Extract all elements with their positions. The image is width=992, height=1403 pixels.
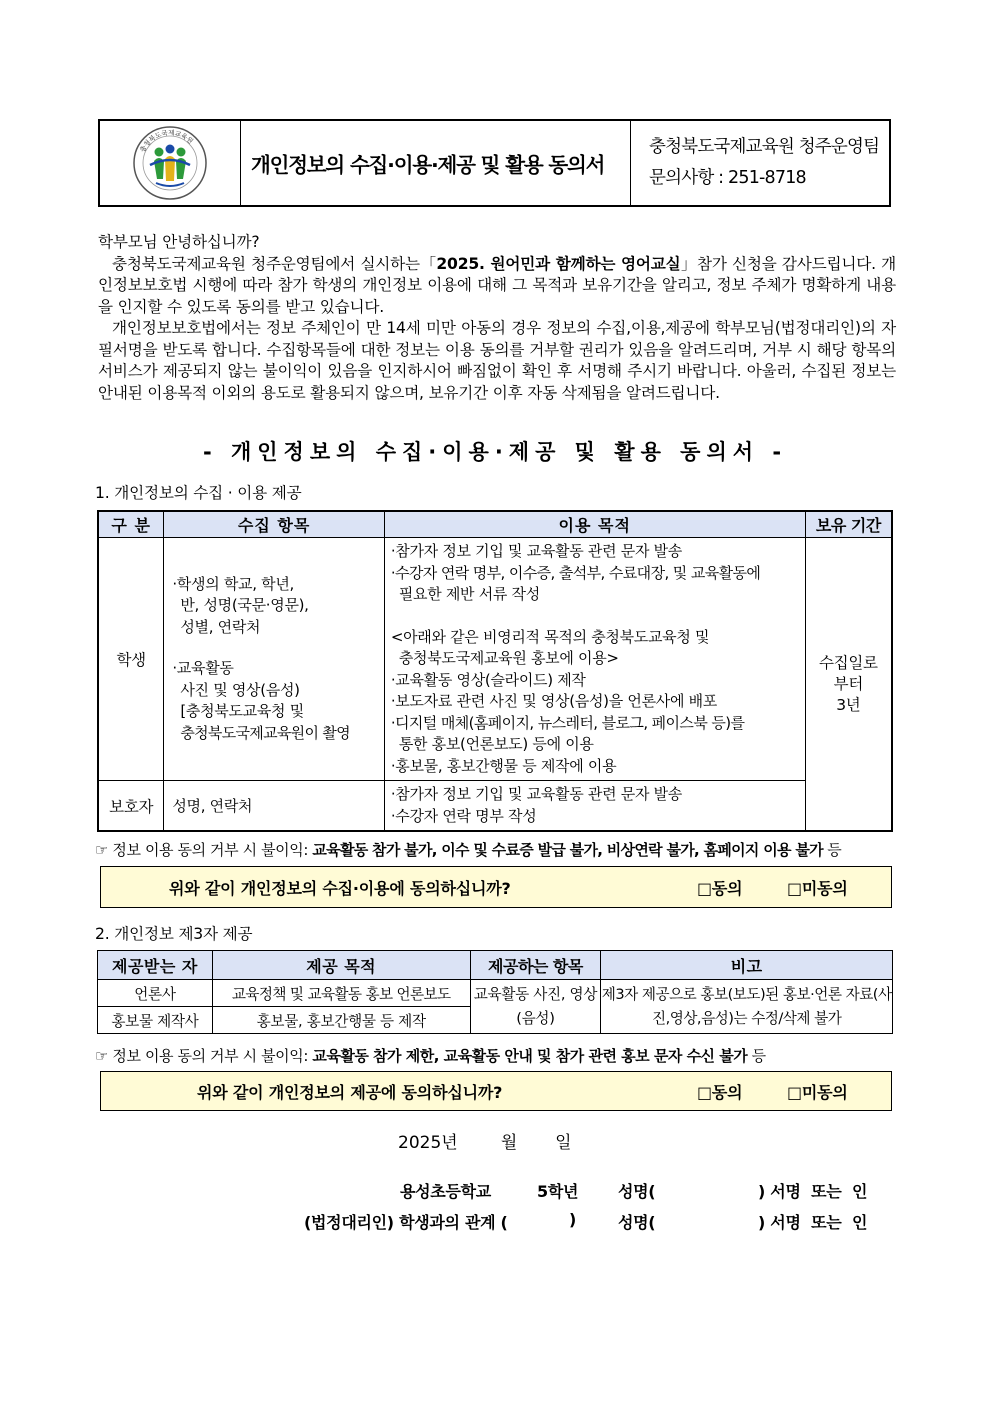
list-item: ·홍보물, 홍보간행물 등 제작에 이용 [390, 756, 617, 775]
contact-number: 문의사항 : 251-8718 [649, 168, 806, 188]
greeting: 학부모님 안녕하십니까? [98, 233, 260, 251]
agree-checkbox-2[interactable]: □동의 [697, 1082, 743, 1102]
section-main-title: - 개인정보의 수집·이용·제공 및 활용 동의서 - [202, 440, 788, 464]
guardian-relation-label: (법정대리인) 학생과의 관계 ( [304, 1213, 508, 1232]
disagree-checkbox-1[interactable]: □미동의 [787, 878, 848, 898]
parent-purposes [384, 781, 805, 832]
third-party-table [97, 950, 893, 1034]
svg-text:충청북도국제교육원: 충청북도국제교육원 [138, 128, 195, 154]
list-item: 필요한 제반 서류 작성 [398, 585, 540, 603]
list-item: ·수강자 연락 명부, 이수증, 출석부, 수료대장, 및 교육활동에 [390, 563, 761, 582]
table-row-parent [98, 781, 892, 832]
list-item: ·참가자 정보 기입 및 교육활동 관련 문자 발송 [390, 542, 682, 560]
list-item: ·학생의 학교, 학년, [172, 574, 295, 593]
list-item: ·디지털 매체(홈페이지, 뉴스레터, 블로그, 페이스북 등)를 [390, 713, 745, 732]
retention-line: 부터 [833, 674, 864, 693]
signature-field[interactable]: ) 서명 또는 인 [758, 1182, 868, 1201]
refusal-consequences: 교육활동 참가 제한, 교육활동 안내 및 참가 관련 홍보 문자 수신 불가 [312, 1047, 748, 1065]
header-category: 구 분 [98, 511, 164, 538]
school-name: 용성초등학교 [400, 1182, 491, 1201]
table-header-row [98, 511, 892, 538]
section1-consent-box [100, 866, 892, 908]
list-item: ·교육활동 영상(슬라이드) 제작 [390, 670, 586, 689]
logo-cell [100, 121, 241, 205]
date-line: 2025년 월 일 [398, 1133, 572, 1153]
section2-heading: 2. 개인정보 제3자 제공 [95, 925, 253, 943]
table-row [98, 980, 893, 1007]
org-name: 충청북도국제교육원 청주운영팀 [649, 137, 880, 157]
table-row-student [98, 538, 892, 781]
section1-refusal-note [95, 839, 895, 860]
header-recipient: 제공받는 자 [98, 951, 213, 980]
org-info [631, 121, 889, 205]
header-box [98, 119, 891, 207]
list-item: <아래와 같은 비영리적 목적의 충청북도교육청 및 [390, 627, 710, 646]
header-retention: 보유 기간 [805, 511, 892, 538]
recipient-cell: 언론사 [98, 980, 213, 1007]
consent-question-1: 위와 같이 개인정보의 수집·이용에 동의하십니까? [169, 878, 511, 898]
note-cell [601, 980, 893, 1034]
student-items [164, 538, 384, 781]
refusal-prefix: ☞ 정보 이용 동의 거부 시 불이익: [95, 841, 308, 859]
list-item: 충청북도국제교육원이 촬영 [180, 723, 350, 742]
header-provided-items: 제공하는 항목 [470, 951, 601, 980]
list-item: [충청북도교육청 및 [180, 702, 304, 721]
name-label: 성명( [618, 1213, 656, 1232]
header-items: 수집 항목 [164, 511, 384, 538]
refusal-prefix: ☞ 정보 이용 동의 거부 시 불이익: [95, 1047, 308, 1065]
name-label: 성명( [618, 1182, 656, 1201]
list-item: ·교육활동 [172, 659, 234, 678]
intro-text [98, 232, 896, 404]
list-item: 영상(음성) [516, 985, 598, 1027]
list-item: 반, 성명(국문·영문), [180, 596, 309, 615]
list-item: 제3자 제공으로 홍보(보도)된 홍보·언론 [601, 985, 842, 1003]
refusal-suffix: 등 [827, 841, 842, 859]
parent-items: 성명, 연락처 [164, 781, 384, 832]
list-item: ·보도자료 관련 사진 및 영상(음성)을 언론사에 배포 [390, 692, 717, 710]
list-item: 성별, 연락처 [180, 617, 261, 636]
recipient-cell: 홍보물 제작사 [98, 1007, 213, 1034]
consent-question-2: 위와 같이 개인정보의 제공에 동의하십니까? [197, 1082, 503, 1102]
table-header-row [98, 951, 893, 980]
provided-items-cell [470, 980, 601, 1034]
student-label: 학생 [98, 538, 164, 781]
signature-field[interactable]: ) 서명 또는 인 [758, 1213, 868, 1232]
list-item: 통한 홍보(언론보도) 등에 이용 [398, 735, 594, 753]
section1-heading: 1. 개인정보의 수집 · 이용 제공 [95, 484, 302, 502]
header-provide-purpose: 제공 목적 [212, 951, 470, 980]
agree-checkbox-1[interactable]: □동의 [697, 878, 743, 898]
education-office-logo-icon [132, 125, 208, 201]
guardian-relation-close[interactable]: ) [569, 1210, 577, 1229]
purpose-cell: 교육정책 및 교육활동 홍보 언론보도 [212, 980, 470, 1007]
section2-refusal-note [95, 1045, 895, 1066]
collection-table [97, 510, 893, 832]
refusal-consequences: 교육활동 참가 불가, 이수 및 수료증 발급 불가, 비상연락 불가, 홈페이지 이용 불가 [312, 841, 823, 859]
refusal-suffix: 등 [751, 1047, 766, 1065]
intro-p1-pre: 충청북도국제교육원 청주운영팀에서 실시하는「 [112, 254, 437, 273]
list-item: 교육활동 사진, [473, 985, 566, 1003]
retention-line: 수집일로 [818, 653, 878, 672]
purpose-cell: 홍보물, 홍보간행물 등 제작 [212, 1007, 470, 1034]
header-note: 비고 [601, 951, 893, 980]
list-item: 충청북도국제교육원 홍보에 이용> [398, 649, 619, 667]
list-item: 사진 및 영상(음성) [180, 680, 300, 699]
program-name: 2025. 원어민과 함께하는 영어교실 [436, 254, 681, 273]
grade: 5학년 [537, 1182, 579, 1201]
intro-p1-post: 」참가 신청을 감사드립니다. 개인정보보호법 시행에 따라 참가 학생의 개인정보 이용에 대해 그 목적과 보유기간을 알리고, 정보 주체가 명확하게 내용을 인지할 수 있도록 동의를 받고 있습니다. [98, 254, 897, 316]
list-item: 자료(사진,영상,음성)는 수정/삭제 불가 [652, 985, 892, 1027]
parent-label: 보호자 [98, 781, 164, 832]
disagree-checkbox-2[interactable]: □미동의 [787, 1082, 848, 1102]
list-item: ·참가자 정보 기입 및 교육활동 관련 문자 발송 [390, 785, 682, 803]
header-purpose: 이용 목적 [384, 511, 805, 538]
intro-paragraph-1 [98, 254, 896, 319]
student-purposes [384, 538, 805, 781]
retention-period [805, 538, 892, 832]
document-title: 개인정보의 수집·이용·제공 및 활용 동의서 [241, 121, 631, 205]
intro-paragraph-2: 개인정보보호법에서는 정보 주체인이 만 14세 미만 아동의 경우 정보의 수집,이용,제공에 학부모님(법정대리인)의 자필서명을 받도록 합니다. 수집항목들에 대한 정보는 이용 동의를 거부할 권리가 있음을 알려드리며, 거부 시 해당 항목의 서비스가 제공되지 않는 불이익이 있음을 인지하시어 빠짐없이 확인 후 서명해 주시기 바랍니다. 아울러, 수집된 정보는 안내된 이용목적 이외의 용도로 활용되지 않으며, 보유기간 이후 자동 삭제됨을 알려드립니다. [98, 319, 896, 402]
retention-line: 3년 [836, 695, 861, 714]
list-item: ·수강자 연락 명부 작성 [390, 806, 537, 825]
section2-consent-box [100, 1071, 892, 1111]
